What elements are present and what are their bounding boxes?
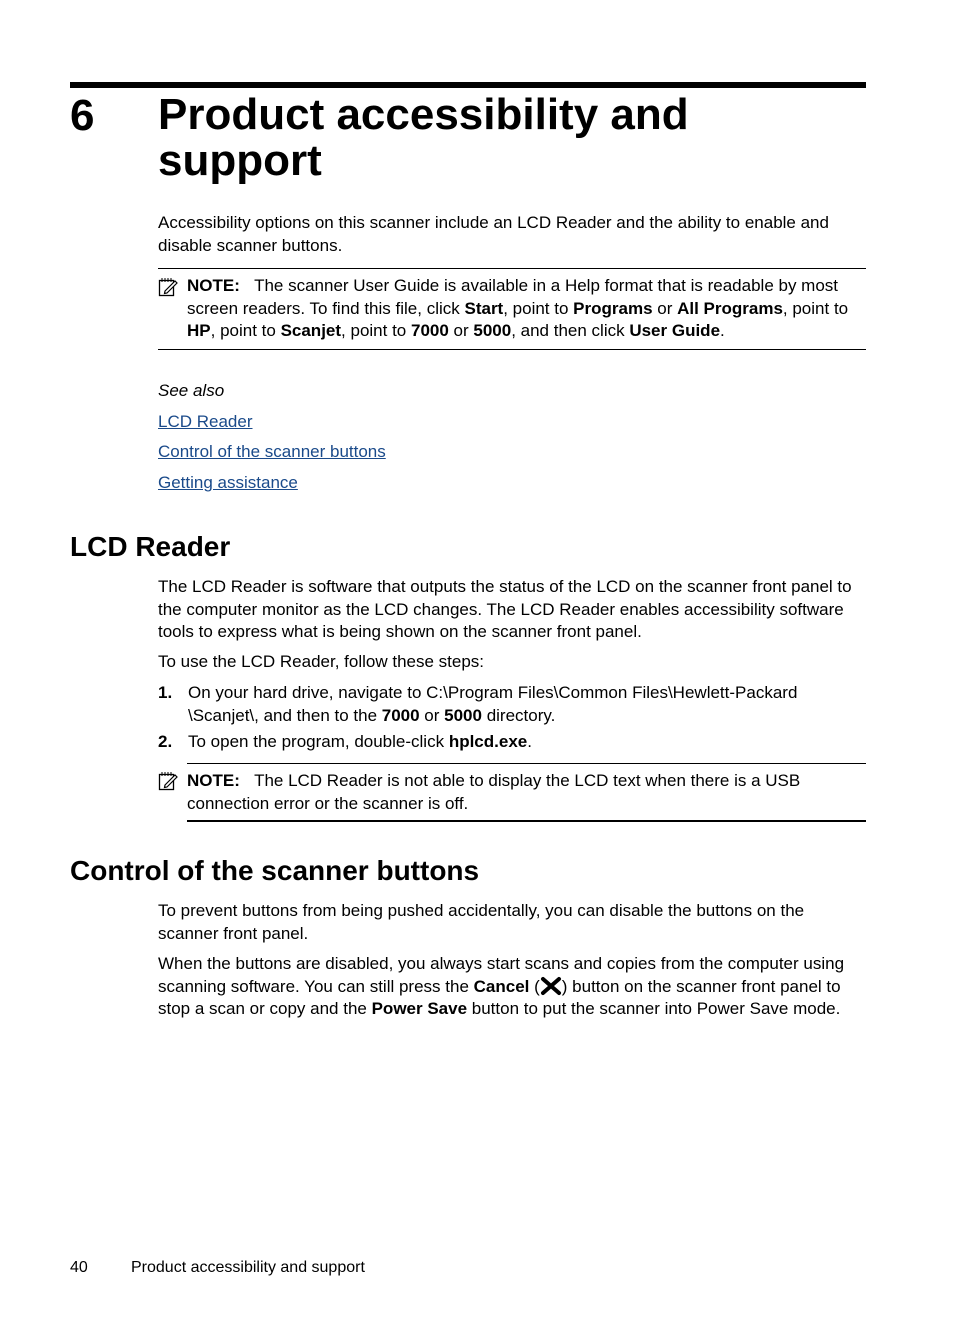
note-text: , point to: [341, 321, 411, 340]
note-user-guide: [158, 268, 866, 350]
heading-lcd-reader: LCD Reader: [70, 531, 231, 562]
footer-title: Product accessibility and support: [131, 1259, 365, 1276]
note-text: , point to: [782, 298, 849, 318]
control-paragraph-2: [158, 953, 866, 1021]
note-bold-programs: Programs: [573, 298, 653, 318]
step-2: [158, 731, 866, 754]
note-bold-start: Start: [464, 298, 504, 318]
step-text-part: directory.: [481, 705, 556, 725]
bold-cancel: Cancel: [473, 976, 530, 996]
note-icon: [158, 277, 178, 297]
link-lcd-reader[interactable]: LCD Reader: [158, 412, 253, 431]
note-text: , point to: [503, 298, 574, 318]
step-bold-7000: 7000: [381, 705, 420, 725]
chapter-title-line1: Product accessibility and: [158, 90, 689, 139]
step-number: 1.: [158, 683, 173, 702]
note-bold-scanjet: Scanjet: [280, 321, 342, 340]
note-bold-7000: 7000: [410, 321, 449, 340]
cancel-x-icon: [540, 976, 562, 996]
note-bottom-rule: [187, 820, 866, 822]
see-also-label: See also: [158, 381, 225, 400]
note-text: The scanner User Guide is available in a Help format that is readable by most screen readers. To find this file, click: [187, 276, 839, 318]
note-top-rule: [187, 763, 866, 764]
note-text: , point to: [210, 321, 281, 340]
control-paragraph-1: To prevent buttons from being pushed accidentally, you can disable the buttons on the scanner front panel.: [158, 901, 805, 943]
intro-paragraph: Accessibility options on this scanner include an LCD Reader and the ability to enable and disable scanner buttons.: [158, 213, 829, 255]
note-bold-hp: HP: [187, 321, 211, 340]
lcd-reader-paragraph: The LCD Reader is software that outputs the status of the LCD on the scanner front panel to the computer monitor as the LCD changes. The LCD Reader enables accessibility software tools to express what is being shown on the scanner front panel.: [158, 577, 852, 641]
step-1: [158, 682, 866, 727]
paragraph-text-part: ) button on the scanner front panel to stop a scan or copy and the: [158, 976, 841, 1018]
paragraph-text-part: (: [529, 976, 540, 996]
paragraph-text-part: When the buttons are disabled, you always start scans and copies from the computer using scanning software. You can still press the: [158, 954, 845, 996]
note-lcd-reader: [158, 763, 866, 822]
bold-power-save: Power Save: [371, 999, 468, 1018]
note-text: .: [720, 321, 725, 340]
note-label: NOTE:: [187, 276, 240, 295]
step-text: [188, 682, 866, 727]
step-text-part: On your hard drive, navigate to C:\Program Files\Common Files\Hewlett-Packard \Scanjet\, and then to the: [188, 683, 798, 725]
link-getting-assistance[interactable]: Getting assistance: [158, 473, 298, 492]
step-bold-hplcd: hplcd.exe: [448, 732, 528, 751]
note-icon: [158, 771, 178, 791]
footer-page-number: 40: [70, 1259, 88, 1276]
note-bold-all-programs: All Programs: [677, 298, 783, 318]
note-text: The LCD Reader is not able to display the LCD text when there is a USB connection error or the scanner is off.: [187, 771, 801, 813]
note-bold-5000: 5000: [473, 321, 512, 340]
step-bold-5000: 5000: [444, 705, 482, 725]
step-number: 2.: [158, 732, 173, 751]
heading-control-scanner-buttons: Control of the scanner buttons: [70, 855, 480, 886]
note-text: , and then click: [511, 321, 630, 340]
step-text-part: or: [419, 705, 445, 725]
chapter-top-rule: [70, 82, 866, 88]
chapter-title: [158, 92, 866, 184]
note-label: NOTE:: [187, 771, 240, 790]
chapter-number: 6: [70, 91, 95, 140]
link-control-scanner-buttons[interactable]: Control of the scanner buttons: [158, 442, 386, 461]
step-text: [188, 731, 866, 754]
chapter-title-line2: support: [158, 136, 322, 185]
note-text: or: [652, 298, 678, 318]
lcd-reader-steps-intro: To use the LCD Reader, follow these steps:: [158, 652, 485, 671]
step-text-part: To open the program, double-click: [188, 732, 449, 751]
note-text: or: [448, 321, 474, 340]
step-text-part: .: [527, 732, 532, 751]
paragraph-text-part: button to put the scanner into Power Save mode.: [467, 999, 841, 1018]
note-bold-user-guide: User Guide: [629, 321, 721, 340]
note-body: [187, 269, 866, 349]
note-body: [187, 763, 866, 822]
